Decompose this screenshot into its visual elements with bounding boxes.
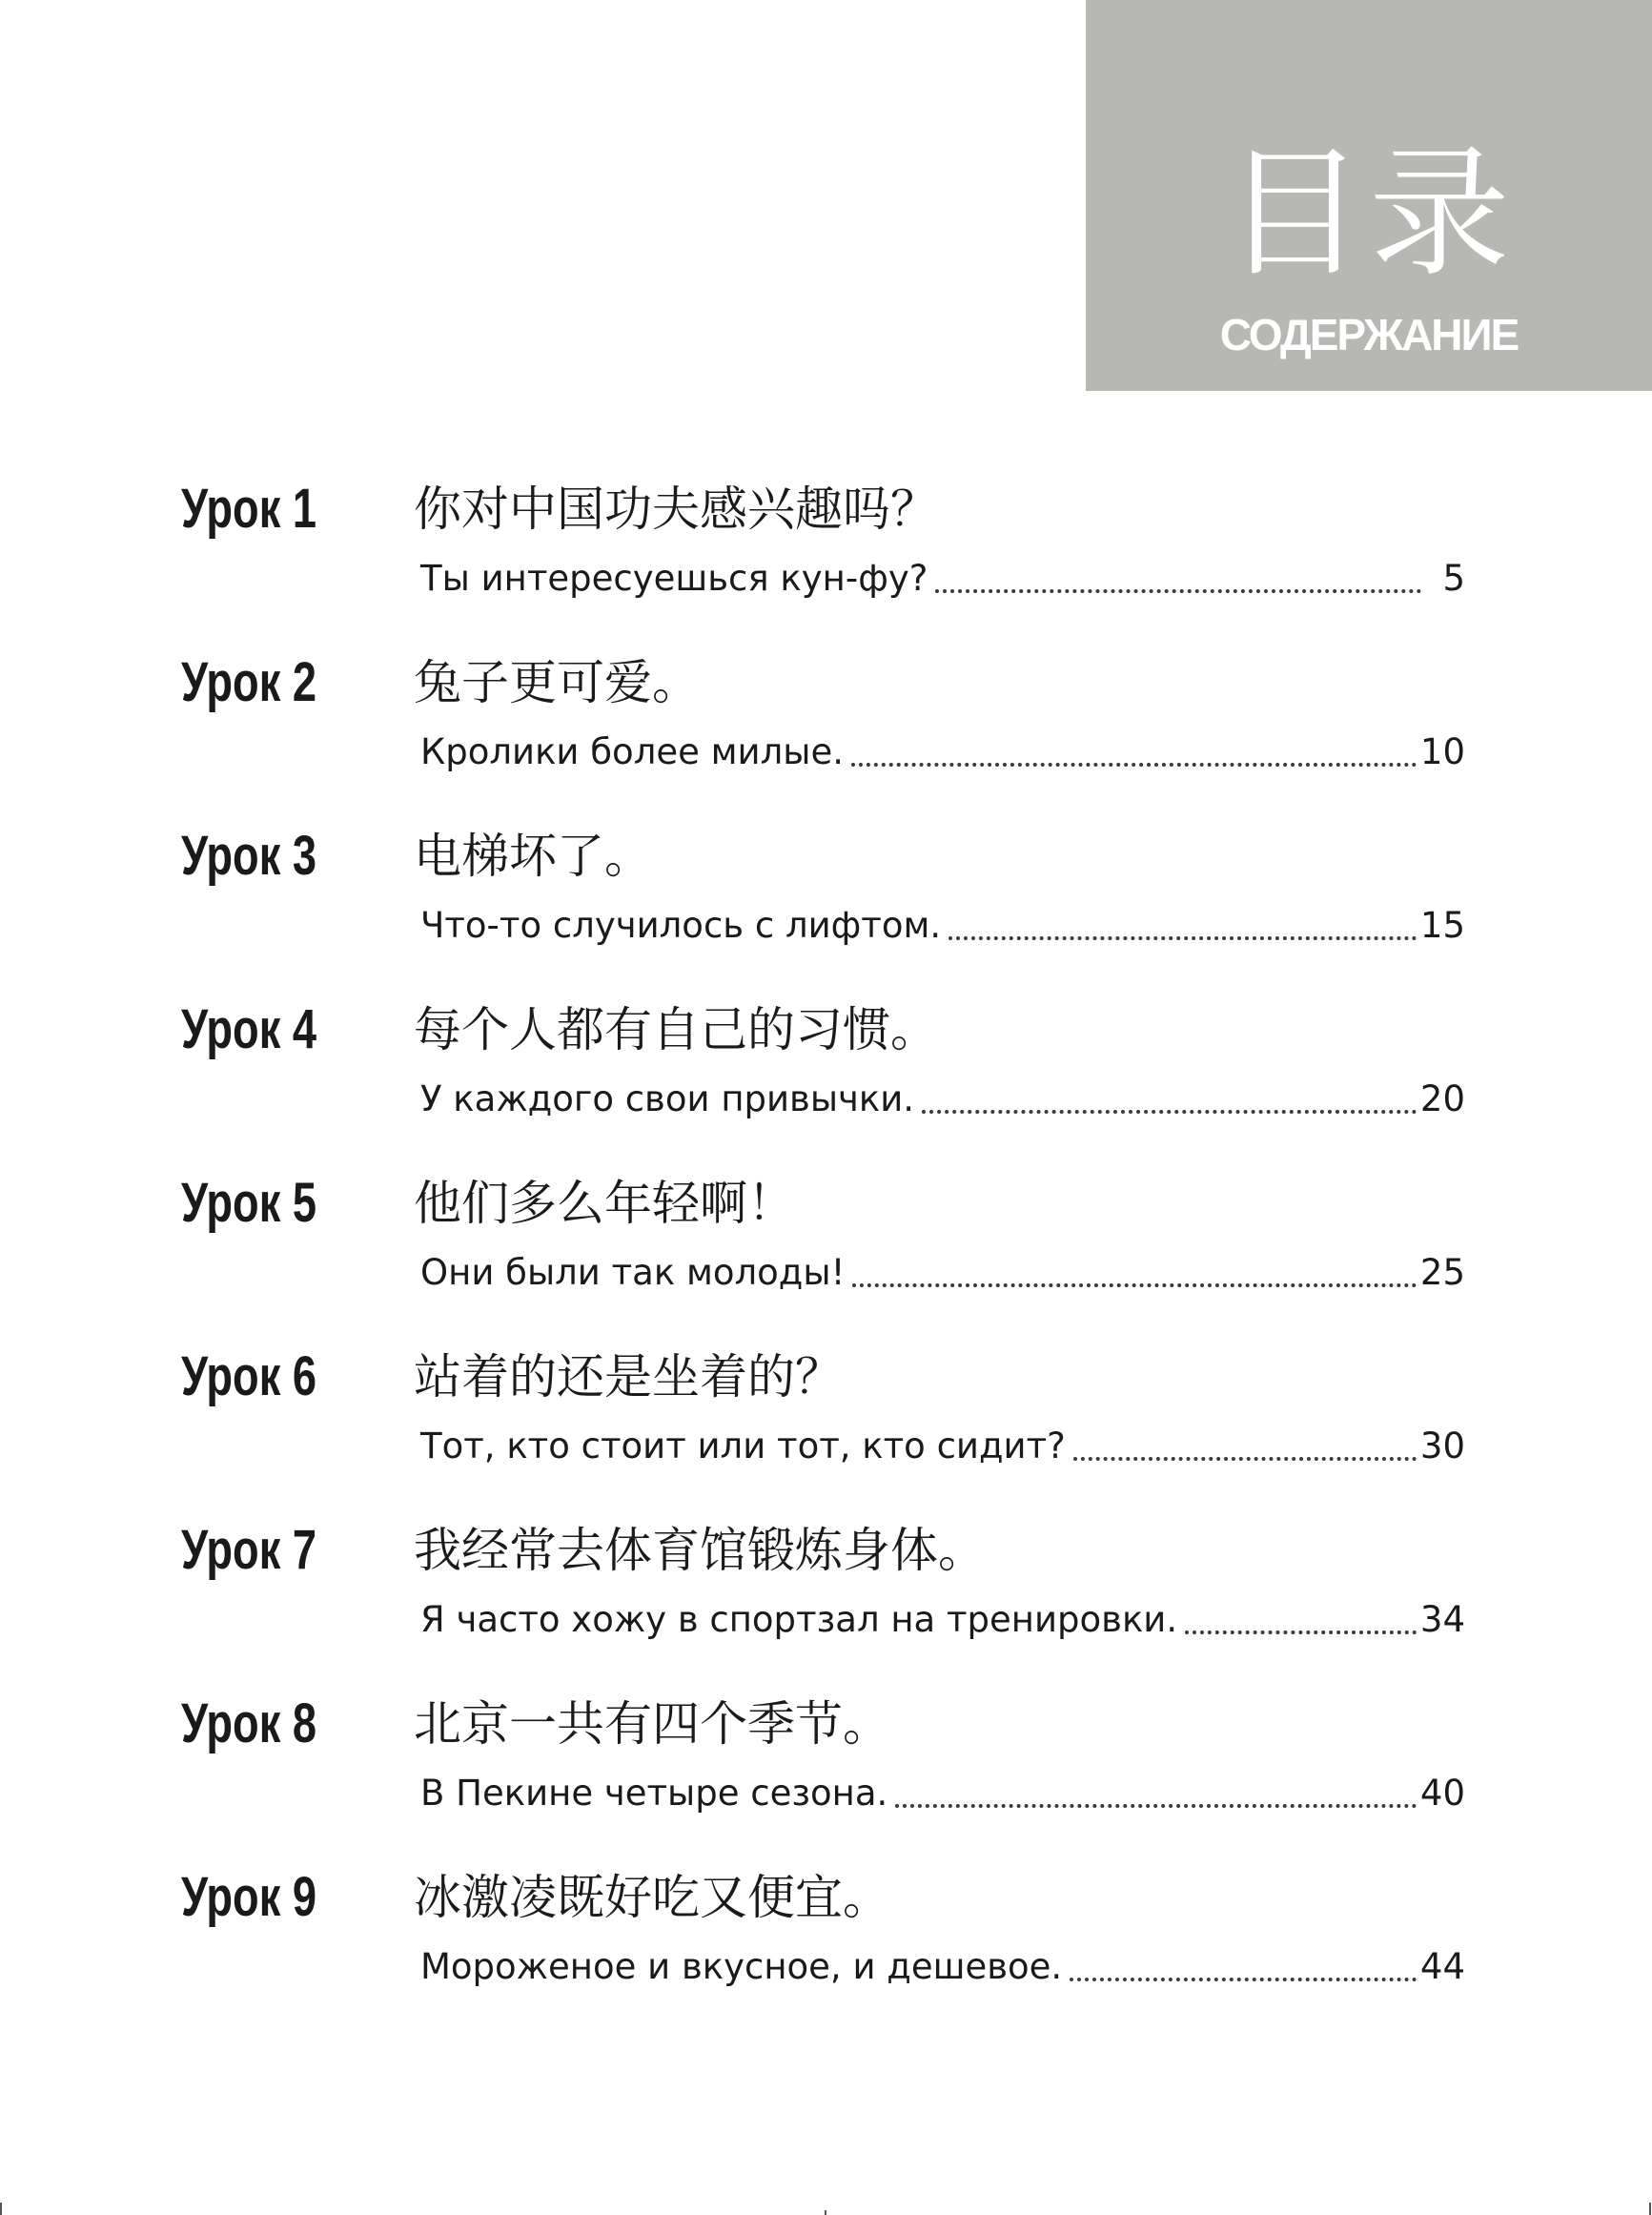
lesson-number: Урок 3 (181, 825, 317, 887)
lesson-title-russian: Кролики более милые. (420, 731, 844, 772)
toc-entry-lesson-8[interactable] (0, 1691, 1652, 1864)
toc-line (420, 1597, 1465, 1643)
page-number: 44 (1419, 1946, 1465, 1987)
crop-mark-bottom-center (825, 2210, 826, 2215)
toc-entry-lesson-3[interactable] (0, 823, 1652, 996)
page-number: 30 (1419, 1425, 1465, 1466)
lesson-number: Урок 6 (181, 1345, 317, 1407)
lesson-number: Урок 8 (181, 1692, 317, 1754)
toc-entry-lesson-7[interactable] (0, 1517, 1652, 1691)
contents-header-block (1086, 0, 1652, 391)
toc-line (420, 903, 1465, 949)
dot-leader (895, 1804, 1417, 1808)
page-number: 25 (1419, 1252, 1465, 1293)
lesson-title-chinese: 电梯坏了。 (414, 829, 652, 884)
toc-entry-lesson-2[interactable] (0, 649, 1652, 823)
lesson-title-chinese: 他们多么年轻啊！ (414, 1176, 795, 1231)
page-number: 40 (1419, 1773, 1465, 1814)
lesson-title-chinese: 兔子更可爱。 (414, 655, 700, 710)
toc-entry-lesson-5[interactable] (0, 1170, 1652, 1343)
lesson-number: Урок 4 (181, 998, 317, 1060)
dot-leader (851, 763, 1417, 767)
toc-line (420, 1077, 1465, 1122)
page-number: 15 (1419, 905, 1465, 946)
lesson-title-chinese: 北京一共有四个季节。 (414, 1696, 890, 1752)
lesson-number: Урок 7 (181, 1519, 317, 1581)
crop-mark-bottom-right (1649, 2203, 1651, 2215)
lesson-title-russian: Я часто хожу в спортзал на тренировки. (420, 1599, 1178, 1640)
page-number: 34 (1419, 1599, 1465, 1640)
lesson-title-chinese: 每个人都有自己的习惯。 (414, 1002, 938, 1057)
toc-entry-lesson-6[interactable] (0, 1343, 1652, 1517)
toc-line (420, 556, 1465, 602)
lesson-number: Урок 5 (181, 1172, 317, 1234)
lesson-title-russian: Они были так молоды! (420, 1252, 846, 1293)
toc-entry-lesson-1[interactable] (0, 476, 1652, 649)
lesson-title-chinese: 站着的还是坐着的？ (414, 1349, 843, 1405)
dot-leader (948, 936, 1417, 940)
toc-line (420, 729, 1465, 775)
page-number: 5 (1442, 558, 1465, 599)
contents-title-russian: СОДЕРЖАНИЕ (1219, 310, 1519, 359)
lesson-title-russian: Что-то случилось с лифтом. (420, 905, 942, 946)
lesson-title-chinese: 你对中国功夫感兴趣吗？ (414, 482, 938, 537)
dot-leader (922, 1110, 1417, 1114)
crop-mark-bottom-left (0, 2203, 2, 2215)
page-number: 20 (1419, 1078, 1465, 1119)
dot-leader (1073, 1457, 1417, 1461)
toc-line (420, 1250, 1465, 1296)
lesson-number: Урок 1 (181, 478, 317, 540)
lesson-title-russian: Мороженое и вкусное, и дешевое. (420, 1946, 1063, 1987)
lesson-number: Урок 9 (181, 1866, 317, 1928)
lesson-title-russian: Ты интересуешься кун-фу? (420, 558, 928, 599)
toc-entry-lesson-4[interactable] (0, 996, 1652, 1170)
dot-leader (852, 1283, 1416, 1287)
toc-line (420, 1771, 1465, 1816)
page-number: 10 (1419, 731, 1465, 772)
toc-line (420, 1424, 1465, 1469)
lesson-title-russian: В Пекине четыре сезона. (420, 1773, 888, 1814)
toc-entry-lesson-9[interactable] (0, 1864, 1652, 2038)
lesson-title-russian: Тот, кто стоит или тот, кто сидит? (420, 1425, 1066, 1466)
contents-title-chinese: 目录 (1224, 132, 1514, 296)
dot-leader (1070, 1978, 1417, 1981)
dot-leader (935, 589, 1421, 593)
toc-line (420, 1944, 1465, 1990)
lesson-title-chinese: 我经常去体育馆锻炼身体。 (414, 1523, 986, 1578)
lesson-number: Урок 2 (181, 651, 317, 713)
dot-leader (1185, 1630, 1417, 1634)
lesson-title-russian: У каждого свои привычки. (420, 1078, 915, 1119)
lesson-title-chinese: 冰激凌既好吃又便宜。 (414, 1870, 890, 1925)
